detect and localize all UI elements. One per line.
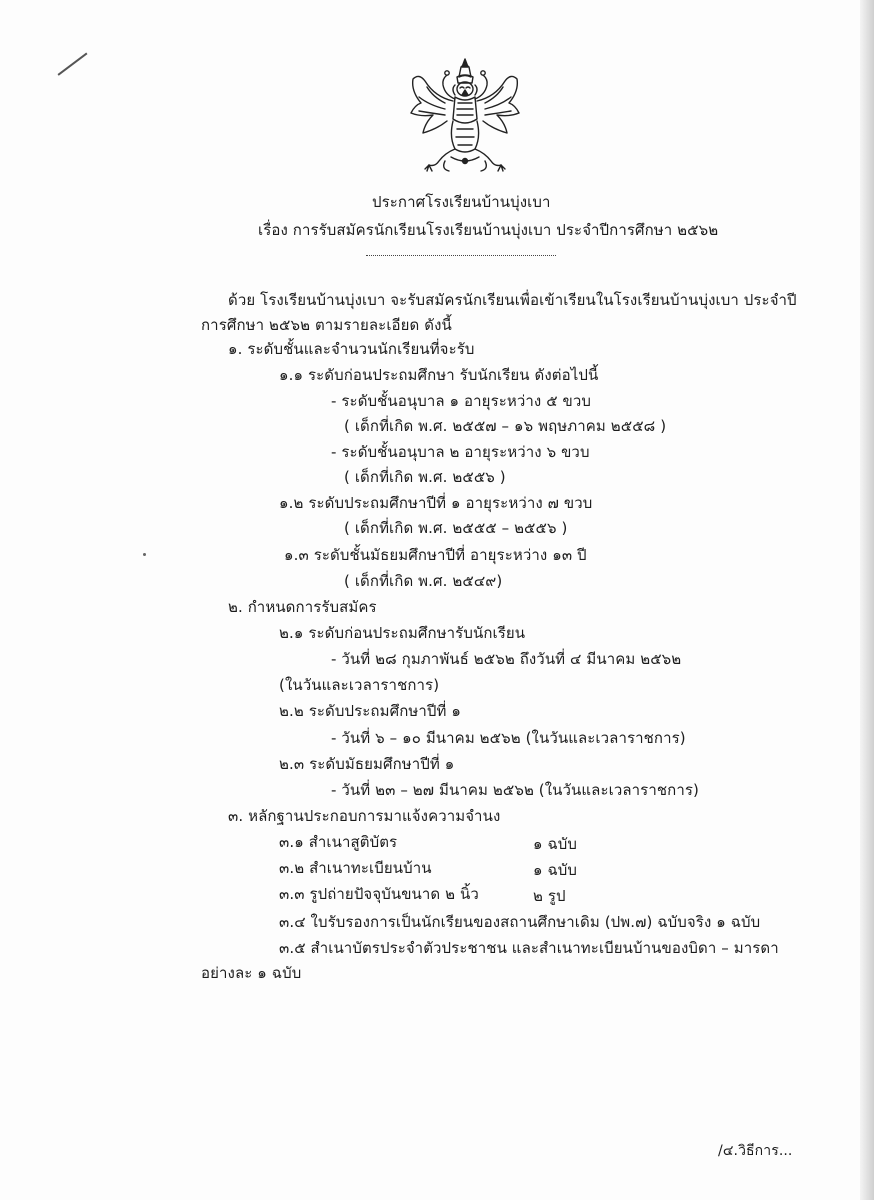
pen-mark	[58, 52, 88, 75]
section-1-1-kindergarten-1: - ระดับชั้นอนุบาล ๑ อายุระหว่าง ๕ ขวบ	[331, 392, 592, 410]
section-1-heading: ๑. ระดับชั้นและจำนวนนักเรียนที่จะรับ	[228, 340, 475, 358]
section-2-1-time: (ในวันและเวลาราชการ)	[279, 676, 440, 694]
section-3-5-line2: อย่างละ ๑ ฉบับ	[201, 964, 302, 982]
section-3-1-label: ๓.๑ สำเนาสูติบัตร	[279, 833, 398, 851]
section-3-3-label: ๓.๓ รูปถ่ายปัจจุบันขนาด ๒ นิ้ว	[279, 885, 479, 903]
section-1-2: ๑.๒ ระดับประถมศึกษาปีที่ ๑ อายุระหว่าง ๗ ขวบ	[279, 494, 593, 512]
intro-paragraph-line2: การศึกษา ๒๕๖๒ ตามรายละเอียด ดังนี้	[201, 316, 452, 334]
section-1-3: ๑.๓ ระดับชั้นมัธยมศึกษาปีที่ อายุระหว่าง ๑๓ ปี	[284, 546, 587, 564]
section-2-3: ๒.๓ ระดับมัธยมศึกษาปีที่ ๑	[279, 755, 455, 773]
page-edge-shadow	[860, 0, 874, 1200]
ink-dot	[143, 553, 146, 556]
section-1-1-kindergarten-1-note: ( เด็กที่เกิด พ.ศ. ๒๕๕๗ – ๑๖ พฤษภาคม ๒๕๕๘ )	[344, 417, 667, 435]
section-1-3-note: ( เด็กที่เกิด พ.ศ. ๒๕๔๙)	[344, 572, 503, 590]
section-3-1-quantity: ๑ ฉบับ	[533, 835, 578, 853]
section-3-2-quantity: ๑ ฉบับ	[533, 861, 578, 879]
section-3-5-line1: ๓.๕ สำเนาบัตรประจำตัวประชาชน และสำเนาทะเบียนบ้านของบิดา – มารดา	[279, 939, 779, 957]
document-subject: เรื่อง การรับสมัครนักเรียนโรงเรียนบ้านบุ่งเบา ประจำปีการศึกษา ๒๕๖๒	[258, 221, 719, 239]
section-3-3-quantity: ๒ รูป	[533, 887, 566, 905]
section-2-heading: ๒. กำหนดการรับสมัคร	[228, 598, 377, 616]
section-1-1-kindergarten-2: - ระดับชั้นอนุบาล ๒ อายุระหว่าง ๖ ขวบ	[331, 443, 590, 461]
section-2-1-date: - วันที่ ๒๘ กุมภาพันธ์ ๒๕๖๒ ถึงวันที่ ๔ มีนาคม ๒๕๖๒	[331, 650, 682, 668]
section-2-3-date: - วันที่ ๒๓ – ๒๗ มีนาคม ๒๕๖๒ (ในวันและเวลาราชการ)	[331, 781, 699, 799]
section-3-heading: ๓. หลักฐานประกอบการมาแจ้งความจำนง	[228, 807, 501, 825]
section-1-2-note: ( เด็กที่เกิด พ.ศ. ๒๕๕๕ – ๒๕๕๖ )	[344, 519, 568, 537]
section-2-2-date: - วันที่ ๖ – ๑๐ มีนาคม ๒๕๖๒ (ในวันและเวลาราชการ)	[331, 729, 686, 747]
section-3-4: ๓.๔ ใบรับรองการเป็นนักเรียนของสถานศึกษาเดิม (ปพ.๗) ฉบับจริง ๑ ฉบับ	[279, 913, 761, 931]
section-1-1: ๑.๑ ระดับก่อนประถมศึกษา รับนักเรียน ดังต่อไปนี้	[279, 366, 599, 384]
title-divider	[366, 253, 556, 256]
page-continuation-marker: /๔.วิธีการ...	[718, 1143, 793, 1159]
section-3-2-label: ๓.๒ สำเนาทะเบียนบ้าน	[279, 859, 432, 877]
document-title: ประกาศโรงเรียนบ้านบุ่งเบา	[372, 193, 551, 211]
intro-paragraph-line1: ด้วย โรงเรียนบ้านบุ่งเบา จะรับสมัครนักเรียนเพื่อเข้าเรียนในโรงเรียนบ้านบุ่งเบา ประจำปี	[228, 291, 797, 309]
section-2-2: ๒.๒ ระดับประถมศึกษาปีที่ ๑	[279, 702, 462, 720]
section-2-1: ๒.๑ ระดับก่อนประถมศึกษารับนักเรียน	[279, 624, 526, 642]
garuda-emblem-icon	[405, 57, 525, 177]
section-1-1-kindergarten-2-note: ( เด็กที่เกิด พ.ศ. ๒๕๕๖ )	[344, 468, 506, 486]
